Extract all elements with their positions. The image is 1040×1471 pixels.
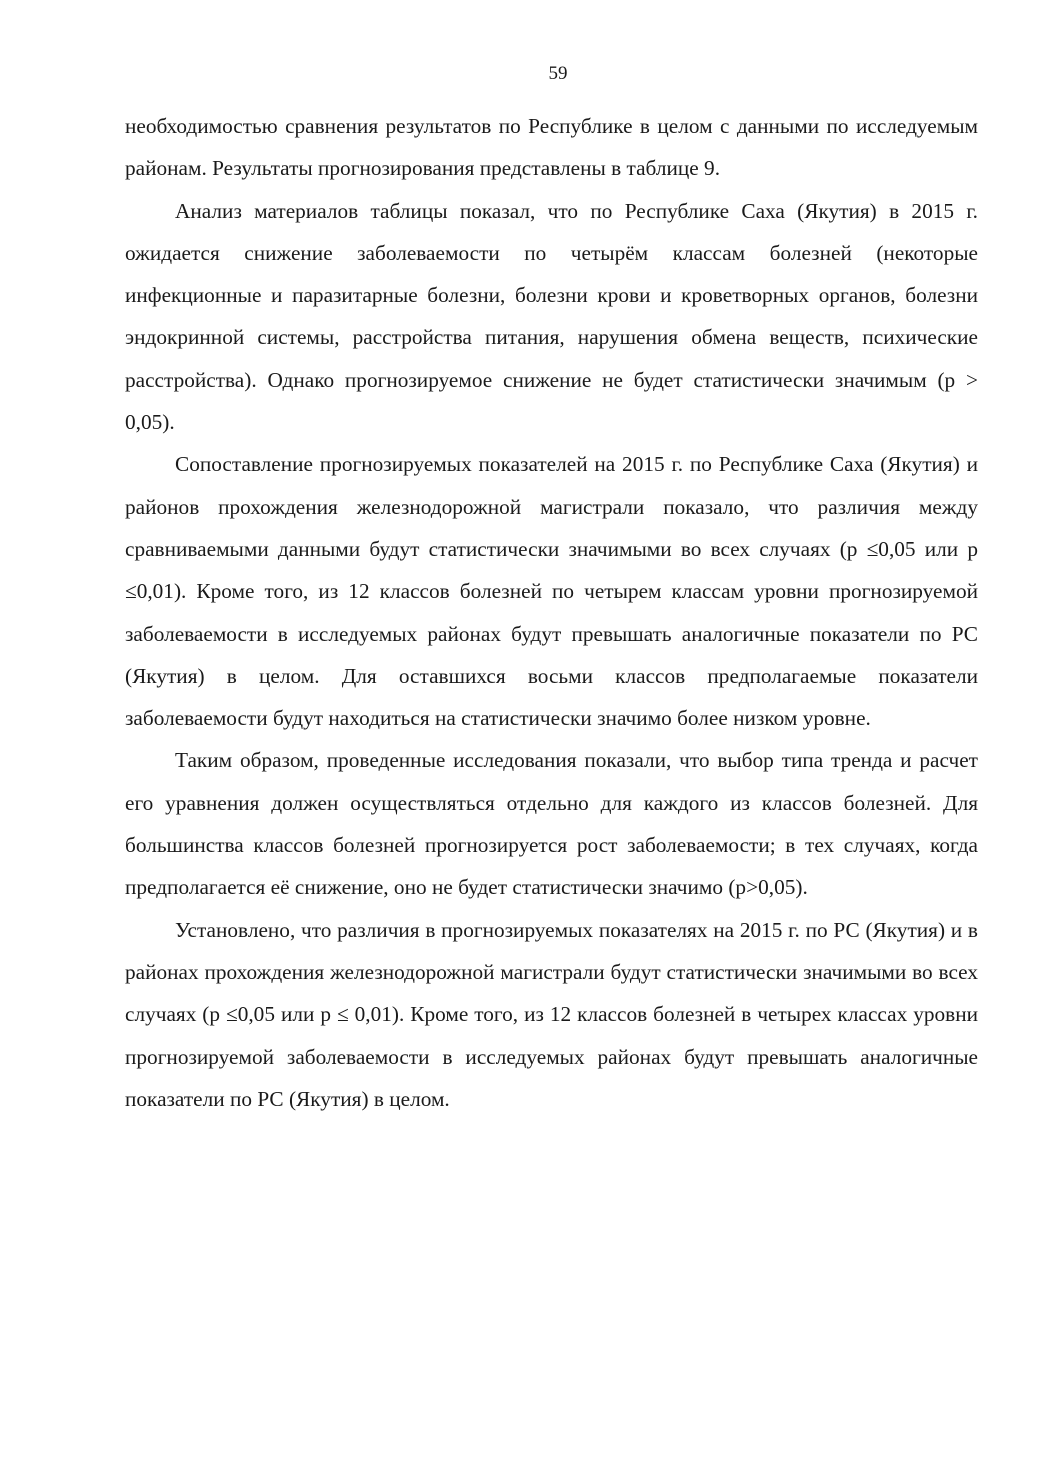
- page-number: 59: [548, 63, 568, 84]
- paragraph-comparison: Сопоставление прогнозируемых показателей на 2015 г. по Республике Саха (Якутия) и районов прохождения железнодорожной магистрали показало, что различия между сравниваемыми данными будут статистически значимыми во всех случаях (р ≤0,05 или р ≤0,01). Кроме того, из 12 классов болезней по четырем классам уровни прогнозируемой заболеваемости в исследуемых районах будут превышать аналогичные показатели по РС (Якутия) в целом. Для оставшихся восьми классов предполагаемые показатели заболеваемости будут находиться на статистически значимо более низком уровне.: [125, 452, 978, 731]
- paragraph-continuation: необходимостью сравнения результатов по Республике в целом с данными по исследуемым районам. Результаты прогнозирования представлены в таблице 9.: [125, 114, 978, 181]
- body-text: [125, 105, 978, 1120]
- paragraph-analysis: Анализ материалов таблицы показал, что по Республике Саха (Якутия) в 2015 г. ожидается снижение заболеваемости по четырём классам болезней (некоторые инфекционные и паразитарные болезни, болезни крови и кроветворных органов, болезни эндокринной системы, расстройства питания, нарушения обмена веществ, психические расстройства). Однако прогнозируемое снижение не будет статистически значимым (р > 0,05).: [125, 198, 978, 435]
- paragraph-finding: Установлено, что различия в прогнозируемых показателях на 2015 г. по РС (Якутия) и в районах прохождения железнодорожной магистрали будут статистически значимыми во всех случаях (р ≤0,05 или р ≤ 0,01). Кроме того, из 12 классов болезней в четырех классах уровни прогнозируемой заболеваемости в исследуемых районах будут превышать аналогичные показатели по РС (Якутия) в целом.: [125, 917, 978, 1111]
- paragraph-conclusion: Таким образом, проведенные исследования показали, что выбор типа тренда и расчет его уравнения должен осуществляться отдельно для каждого из классов болезней. Для большинства классов болезней прогнозируется рост заболеваемости; в тех случаях, когда предполагается её снижение, оно не будет статистически значимо (р>0,05).: [125, 748, 978, 900]
